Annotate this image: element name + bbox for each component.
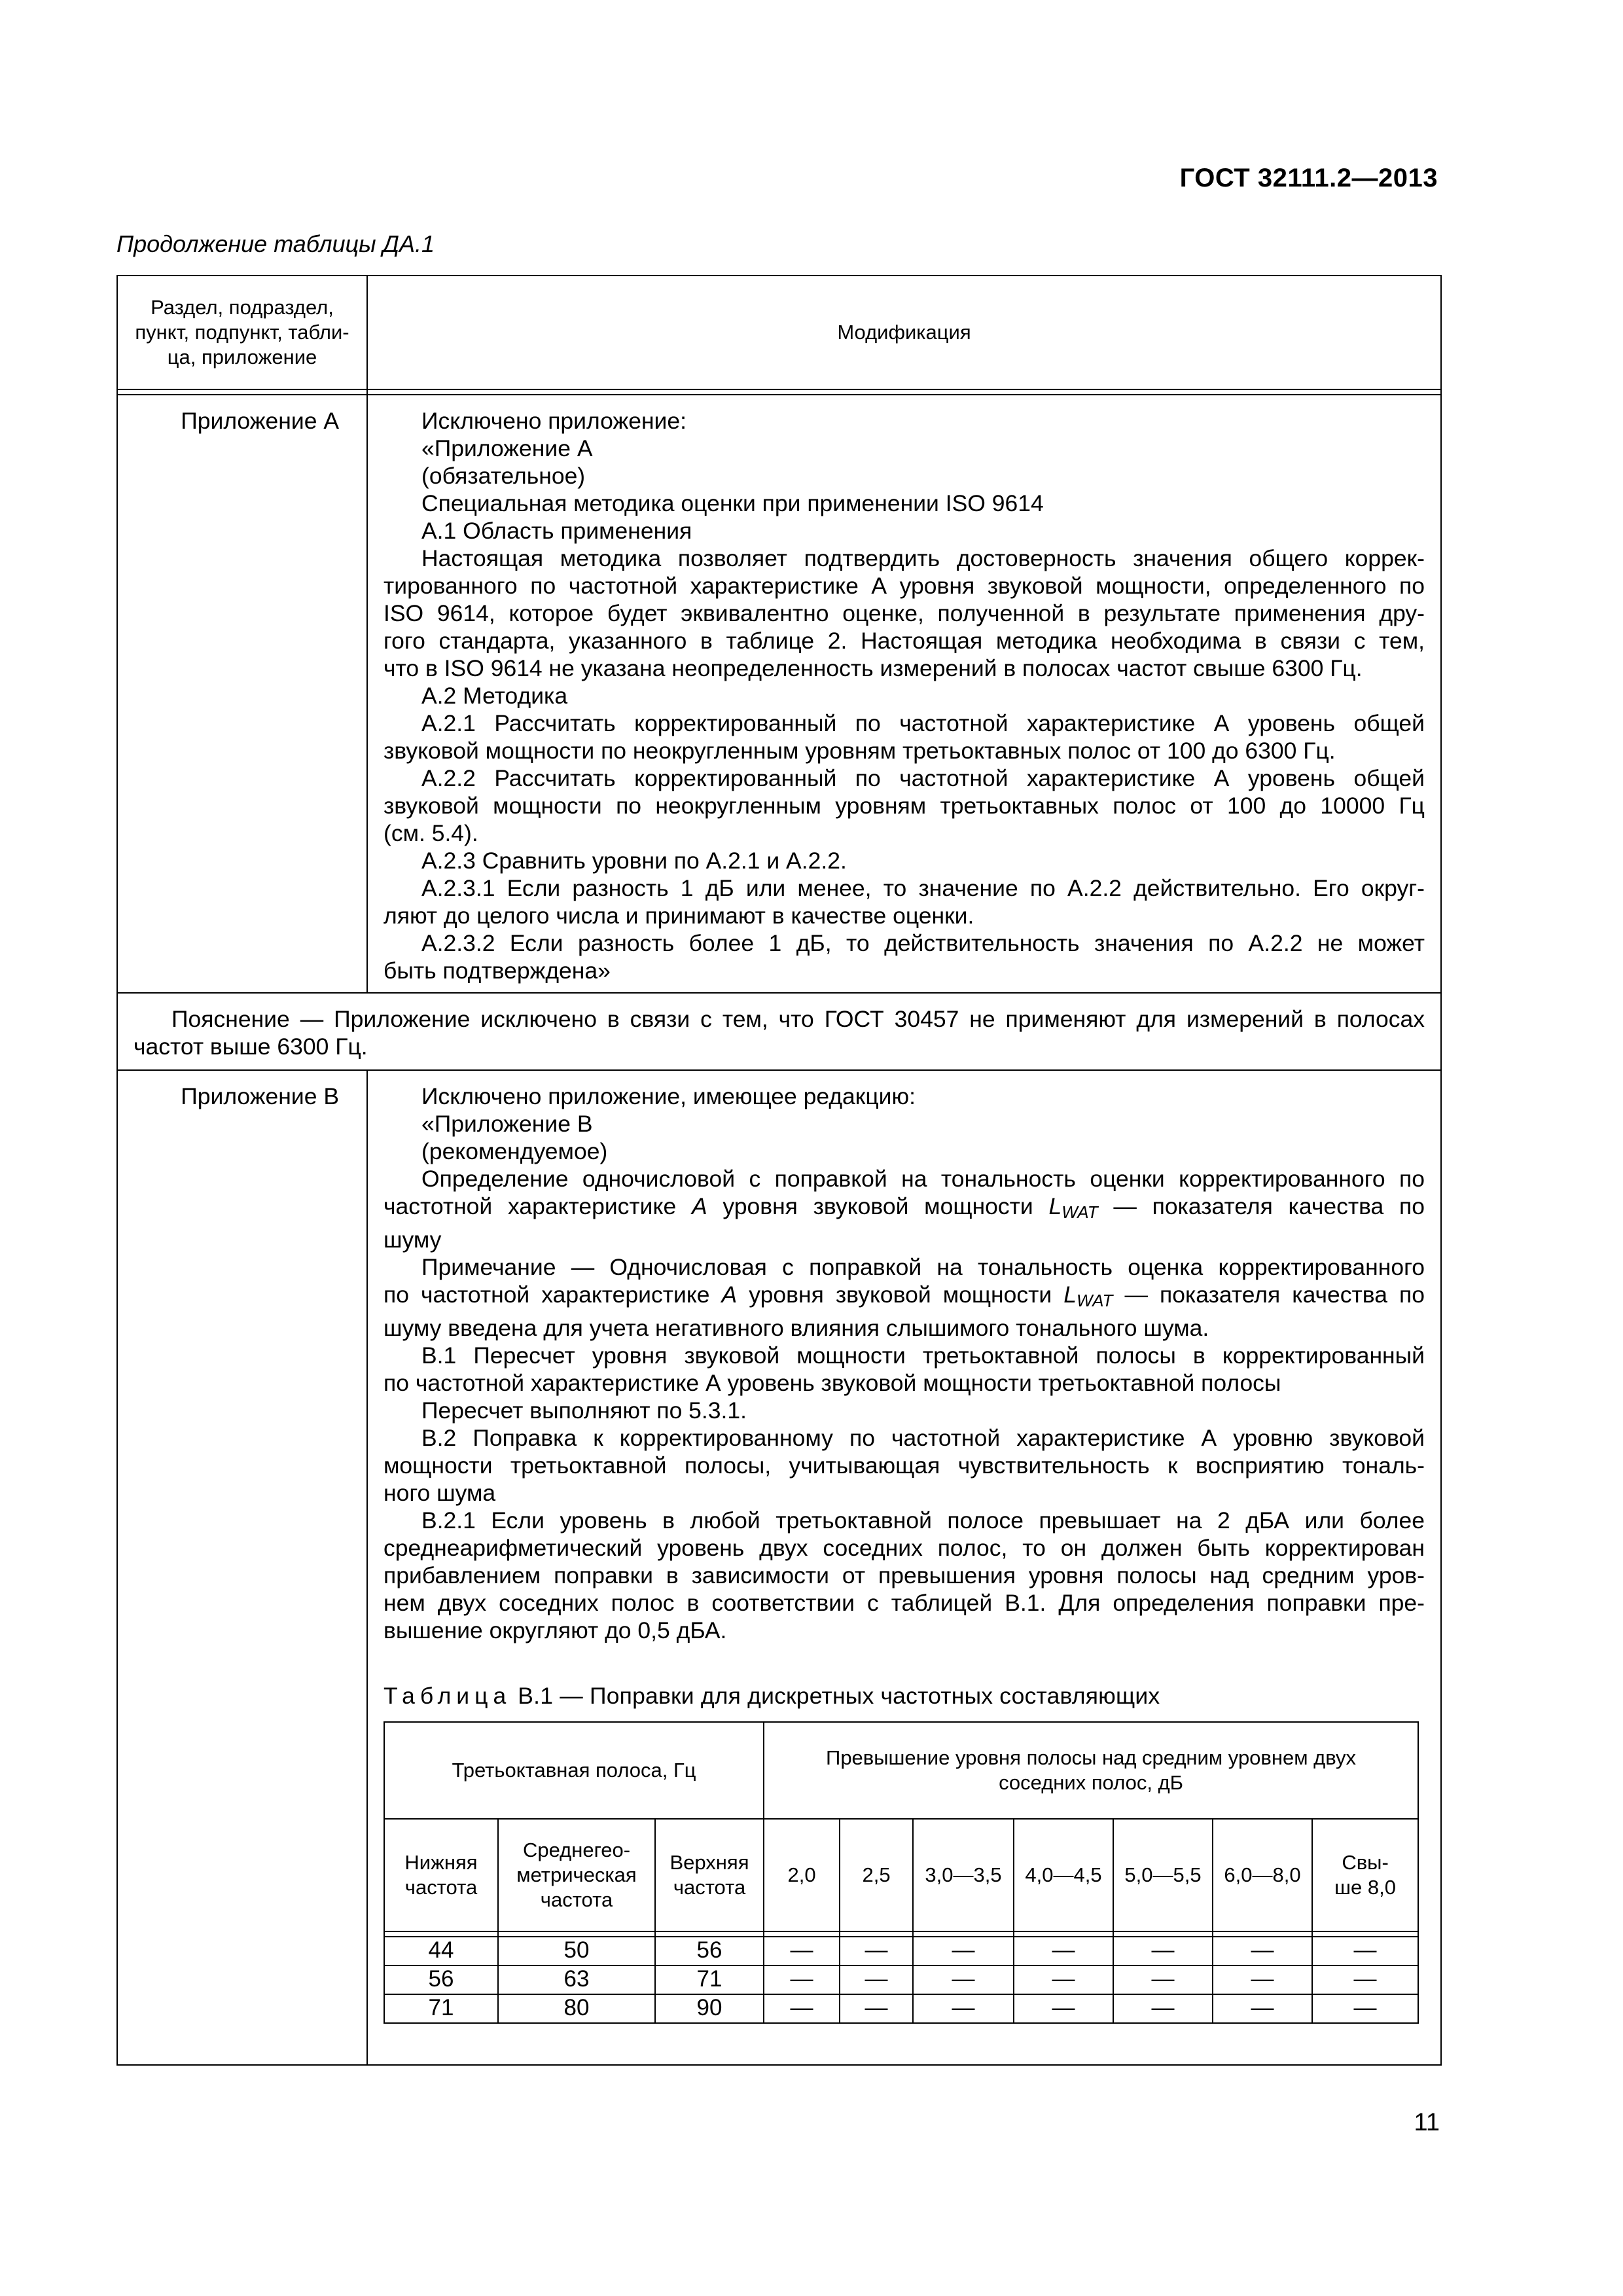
table-row: 56 63 71 — — — — — — — [384, 1965, 1418, 1994]
table-caption: Продолжение таблицы ДА.1 [116, 230, 435, 257]
column-header-section: Раздел, подраздел, пункт, подпункт, табли- ца, приложение [117, 276, 367, 389]
table-b1-group-header [384, 1722, 1418, 1819]
explanation-cell: Пояснение — Приложение исключено в связи с тем, что ГОСТ 30457 не применяют для измерений в полосах частот выше 6300 Гц. [117, 993, 1441, 1070]
modification-cell: Исключено приложение, имеющее редакцию: «Приложение В (рекомендуемое) Определение одночисловой с поправкой на тональность оценки корректированного по частотной характеристике А уровня звуковой мощности $L_{WAT}$ — показателя качества по шуму Примечание — Одночисловая с поправкой на тональность оценка корректированного по частотной характеристике А уровня звуковой мощности $L_{WAT}$ — показателя качества по шуму введена для учета негативного влияния слышимого тонального шума. В.1 Пересчет уровня звуковой мощности третьоктавной полосы в корректированный по частотной характеристике А уровень звуковой мощности третьоктавной полосы Пересчет выполняют по 5.3.1. В.2 Поправка к корректированному по частотной характеристике А уровню звуковой мощности третьоктавной полосы, учитывающая чувствительность к восприятию тональ- ного шума В.2.1 Если уровень в любой третьоктавной полосе превышает на 2 дБА или более среднеарифметический уровень двух соседних полос, то он должен быть корректирован прибавлением поправки в зависимости от превышения уровня полосы над средним уров- нем двух соседних полос в соответствии с таблицей В.1. Для определения поправки пре- вышение округляют до 0,5 дБА. Таблица В.1 — Поправки для дискретных частотных составляющих Третьоктавная полоса, Гц Превышение уровня полосы над средним уровнем двух соседних полос, дБ Нижняя частота Среднегео- метрическая частота Верхняя частота 2,0 2,5 3,0—3,5 4,0—4,5 5,0—5,5 6,0—8,0 Свы- ше 8,0 44 50 56 — — — — — — — 56 63 71 — — — — — — — 71 80 90 — — — — — — — [367, 1070, 1441, 2065]
section-cell: Приложение В [117, 1070, 367, 2065]
modification-cell: Исключено приложение: «Приложение А (обязательное) Специальная методика оценки при применении ISO 9614 А.1 Область применения Настоящая методика позволяет подтвердить достоверность значения общего коррек- тированного по частотной характеристике А уровня звуковой мощности, определенного по ISO 9614, которое будет эквивалентно оценке, полученной в результате применения дру- гого стандарта, указанного в таблице 2. Настоящая методика необходима в связи с тем, что в ISO 9614 не указана неопределенность измерений в полосах частот свыше 6300 Гц. А.2 Методика А.2.1 Рассчитать корректированный по частотной характеристике А уровень общей звуковой мощности по неокругленным уровням третьоктавных полос от 100 до 6300 Гц. А.2.2 Рассчитать корректированный по частотной характеристике А уровень общей звуковой мощности по неокругленным уровням третьоктавных полос от 100 до 10000 Гц (см. 5.4). А.2.3 Сравнить уровни по А.2.1 и А.2.2. А.2.3.1 Если разность 1 дБ или менее, то значение по А.2.2 действительно. Его округ- ляют до целого числа и принимают в качестве оценки. А.2.3.2 Если разность более 1 дБ, то действительность значения по А.2.2 не может быть подтверждена» [367, 395, 1441, 993]
col-header: 3,0—3,5 [913, 1819, 1014, 1931]
group-header-band: Третьоктавная полоса, Гц [384, 1722, 764, 1819]
col-header: 2,0 [764, 1819, 840, 1931]
column-header-modification: Модификация [367, 276, 1441, 389]
group-header-excess: Превышение уровня полосы над средним уровнем двух соседних полос, дБ [764, 1722, 1418, 1819]
table-row: 44 50 56 — — — — — — — [384, 1937, 1418, 1965]
section-cell: Приложение А [117, 395, 367, 993]
table-row-explanation [117, 993, 1441, 1070]
col-header: Нижняя частота [384, 1819, 498, 1931]
page-number: 11 [1414, 2109, 1440, 2136]
col-header: 2,5 [840, 1819, 913, 1931]
table-b1-separator [384, 1931, 1418, 1937]
formula-line: частотной характеристике А уровня звуковой мощности $L_{WAT}$ — показателя качества по [383, 1193, 1425, 1222]
table-row: 71 80 90 — — — — — — — [384, 1994, 1418, 2023]
modification-table [116, 275, 1442, 2066]
table-b1-column-headers [384, 1819, 1418, 1931]
formula-line: по частотной характеристике А уровня звуковой мощности $L_{WAT}$ — показателя качества по [383, 1282, 1425, 1310]
document-code: ГОСТ 32111.2—2013 [1179, 164, 1438, 192]
col-header: Свы- ше 8,0 [1312, 1819, 1418, 1931]
table-row-appendix-a [117, 395, 1441, 993]
col-header: 6,0—8,0 [1213, 1819, 1312, 1931]
table-b1-title: Таблица В.1 — Поправки для дискретных частотных составляющих [383, 1683, 1160, 1709]
header-separator [117, 389, 1441, 395]
col-header: 5,0—5,5 [1113, 1819, 1213, 1931]
col-header: 4,0—4,5 [1014, 1819, 1113, 1931]
table-b1 [383, 1721, 1419, 2024]
table-row-appendix-b [117, 1070, 1441, 2065]
table-header-row [117, 276, 1441, 389]
col-header: Среднегео- метрическая частота [498, 1819, 655, 1931]
col-header: Верхняя частота [655, 1819, 764, 1931]
